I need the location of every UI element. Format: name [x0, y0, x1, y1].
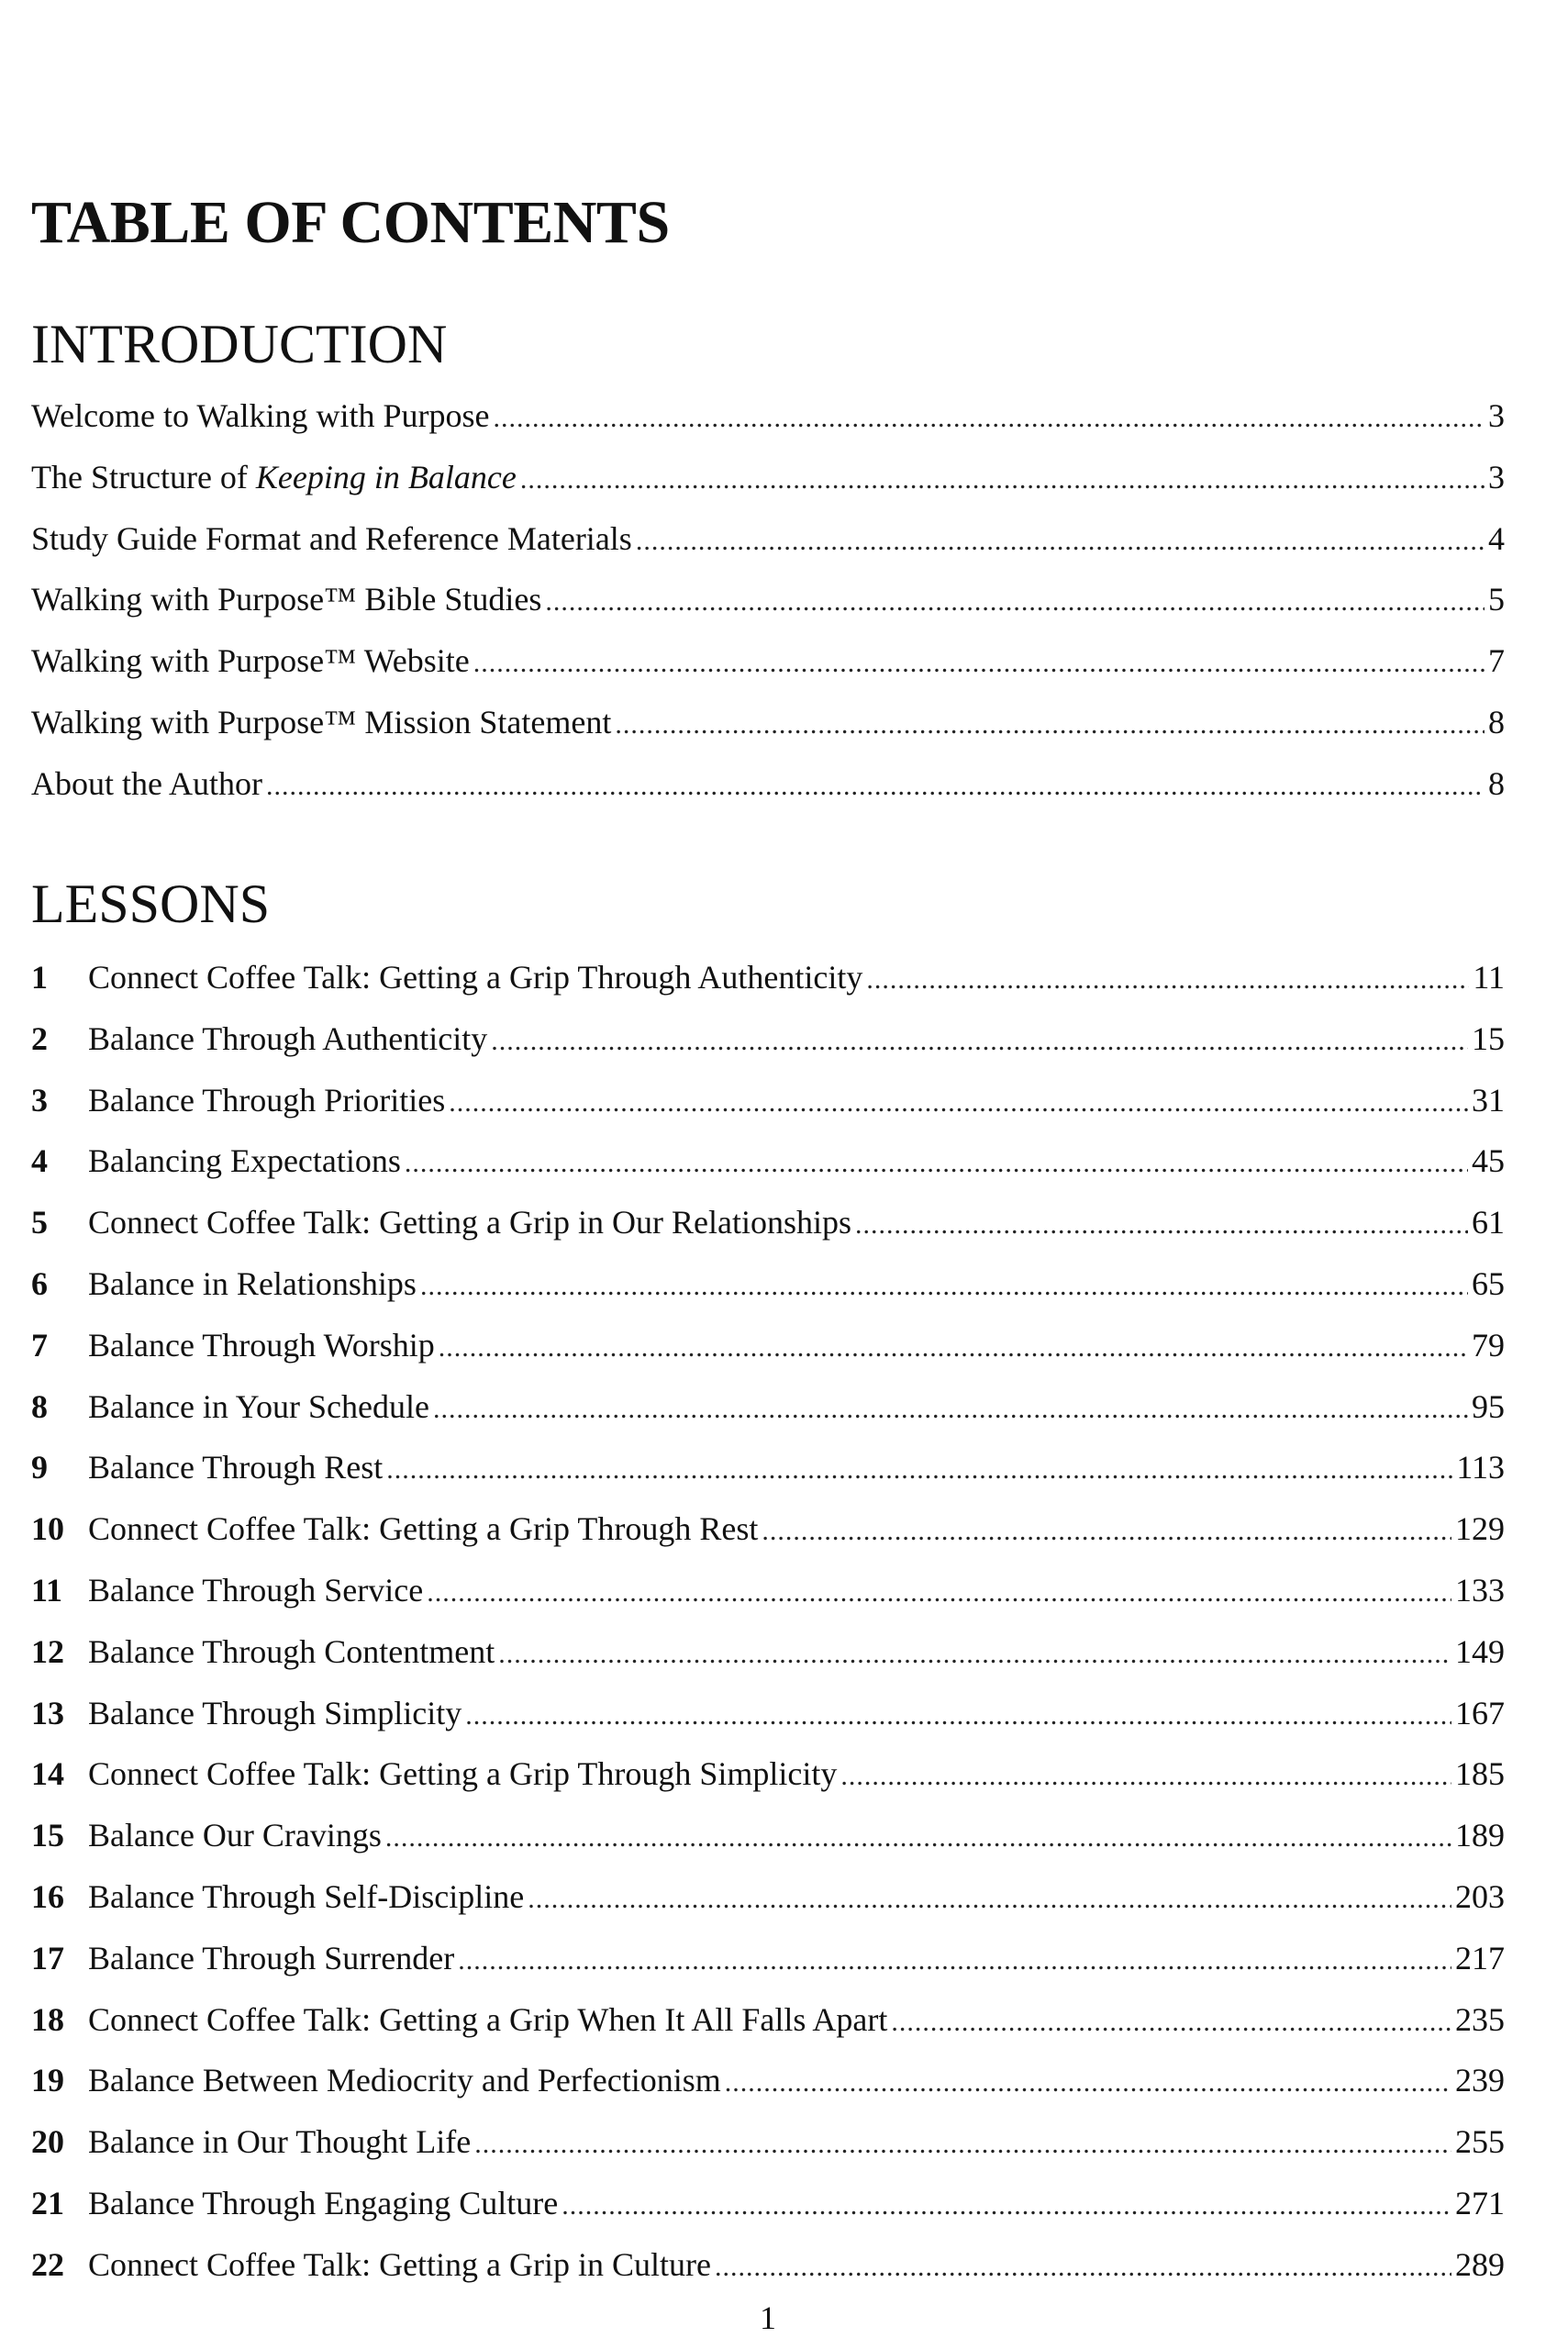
toc-entry-lesson[interactable]: [31, 1070, 1505, 1131]
dot-leader: [855, 1195, 1468, 1256]
toc-entry-page: 189: [1455, 1817, 1505, 1854]
dot-leader: [528, 1869, 1451, 1931]
toc-entry-intro[interactable]: [31, 508, 1505, 570]
toc-entry-title: Balance Through Authenticity: [88, 1019, 488, 1057]
toc-entry-lesson[interactable]: [31, 1008, 1505, 1070]
toc-entry-intro[interactable]: [31, 569, 1505, 630]
lesson-number: 3: [31, 1081, 48, 1119]
dot-leader: [615, 695, 1485, 756]
toc-entry-lesson[interactable]: [31, 2234, 1505, 2296]
toc-entry-page: 45: [1472, 1142, 1505, 1180]
toc-entry-title: Welcome to Walking with Purpose: [31, 397, 490, 434]
dot-leader: [545, 572, 1485, 633]
toc-entry-lesson[interactable]: [31, 1560, 1505, 1621]
lesson-number: 15: [31, 1817, 64, 1854]
lesson-number: 16: [31, 1877, 64, 1915]
toc-entry-title: Balance Through Engaging Culture: [88, 2184, 559, 2221]
toc-entry-title: Balance Through Priorities: [88, 1081, 446, 1119]
toc-entry-title: [31, 447, 517, 508]
toc-entry-page: 11: [1473, 959, 1505, 996]
toc-entry-lesson[interactable]: [31, 1437, 1505, 1498]
toc-entry-title: Study Guide Format and Reference Materials: [31, 519, 632, 557]
lessons-heading: LESSONS: [31, 874, 271, 934]
dot-leader: [498, 1624, 1451, 1686]
toc-entry-page: 3: [1488, 397, 1505, 434]
lesson-number: 8: [31, 1387, 48, 1425]
lesson-number: 1: [31, 959, 48, 996]
toc-entry-intro[interactable]: [31, 692, 1505, 753]
dot-leader: [636, 511, 1485, 573]
toc-entry-title: Balance Through Simplicity: [88, 1694, 462, 1731]
dot-leader: [439, 1318, 1468, 1379]
toc-entry-title: Connect Coffee Talk: Getting a Grip Through Authenticity: [88, 959, 863, 996]
dot-leader: [266, 756, 1485, 818]
toc-entry-intro[interactable]: [31, 385, 1505, 447]
dot-leader: [427, 1563, 1451, 1624]
toc-entry-title: Balance Through Rest: [88, 1449, 384, 1486]
toc-entry-lesson[interactable]: [31, 1376, 1505, 1438]
dot-leader: [493, 388, 1485, 450]
toc-entry-page: 61: [1472, 1204, 1505, 1241]
toc-entry-page: 203: [1455, 1877, 1505, 1915]
toc-entry-page: 79: [1472, 1326, 1505, 1364]
toc-entry-title: Walking with Purpose™ Bible Studies: [31, 581, 542, 618]
toc-entry-page: 133: [1455, 1571, 1505, 1609]
toc-entry-lesson[interactable]: [31, 1743, 1505, 1805]
toc-entry-page: 15: [1472, 1019, 1505, 1057]
dot-leader: [420, 1256, 1468, 1318]
lesson-number: 10: [31, 1510, 64, 1548]
toc-entry-title: Balance Between Mediocrity and Perfectionism: [88, 2062, 721, 2099]
lesson-number: 7: [31, 1326, 48, 1364]
toc-entry-page: 239: [1455, 2062, 1505, 2099]
dot-leader: [520, 450, 1485, 511]
dot-leader: [491, 1011, 1468, 1073]
dot-leader: [385, 1808, 1451, 1869]
toc-entry-page: 4: [1488, 519, 1505, 557]
toc-entry-intro[interactable]: [31, 630, 1505, 692]
lessons-list: [31, 947, 1505, 2296]
toc-entry-page: 95: [1472, 1387, 1505, 1425]
toc-entry-title: Balance in Our Thought Life: [88, 2123, 472, 2161]
dot-leader: [458, 1931, 1451, 1992]
toc-entry-page: 3: [1488, 458, 1505, 495]
document-page: [31, 0, 1505, 2349]
dot-leader: [433, 1379, 1468, 1441]
toc-entry-title: Balancing Expectations: [88, 1142, 401, 1180]
toc-entry-lesson[interactable]: [31, 1621, 1505, 1683]
toc-entry-lesson[interactable]: [31, 1683, 1505, 1744]
dot-leader: [473, 633, 1485, 695]
introduction-heading: INTRODUCTION: [31, 314, 448, 374]
toc-entry-title: Walking with Purpose™ Website: [31, 642, 470, 680]
toc-entry-title: Connect Coffee Talk: Getting a Grip in Culture: [88, 2245, 712, 2283]
lesson-number: 18: [31, 2000, 64, 2038]
dot-leader: [474, 2114, 1451, 2176]
toc-entry-title: Balance in Relationships: [88, 1264, 417, 1302]
page-title: TABLE OF CONTENTS: [31, 189, 670, 256]
toc-entry-lesson[interactable]: [31, 1928, 1505, 1989]
toc-entry-lesson[interactable]: [31, 1253, 1505, 1315]
toc-entry-title: Balance Through Contentment: [88, 1632, 495, 1670]
toc-entry-title-text: The Structure of: [31, 458, 256, 495]
dot-leader: [725, 2053, 1451, 2114]
dot-leader: [465, 1686, 1451, 1747]
dot-leader: [715, 2237, 1451, 2299]
toc-entry-lesson[interactable]: [31, 2050, 1505, 2111]
toc-entry-lesson[interactable]: [31, 1989, 1505, 2051]
toc-entry-page: 235: [1455, 2000, 1505, 2038]
toc-entry-lesson[interactable]: [31, 1805, 1505, 1866]
toc-entry-title: Balance Through Service: [88, 1571, 424, 1609]
toc-entry-intro[interactable]: [31, 753, 1505, 815]
toc-entry-lesson[interactable]: [31, 2173, 1505, 2234]
lesson-number: 11: [31, 1571, 63, 1609]
lesson-number: 17: [31, 1939, 64, 1976]
toc-entry-lesson[interactable]: [31, 1130, 1505, 1192]
toc-entry-title: About the Author: [31, 764, 262, 802]
toc-entry-page: 167: [1455, 1694, 1505, 1731]
toc-entry-page: 185: [1455, 1755, 1505, 1793]
toc-entry-title: Connect Coffee Talk: Getting a Grip When It All Falls Apart: [88, 2000, 888, 2038]
toc-entry-lesson[interactable]: [31, 2111, 1505, 2173]
lesson-number: 2: [31, 1019, 48, 1057]
toc-entry-title-italic: Keeping in Balance: [255, 458, 517, 495]
toc-entry-page: 5: [1488, 581, 1505, 618]
toc-entry-title: Balance Our Cravings: [88, 1817, 382, 1854]
lesson-number: 21: [31, 2184, 64, 2221]
page-number: 1: [760, 2299, 776, 2336]
toc-entry-title: Connect Coffee Talk: Getting a Grip in Our Relationships: [88, 1204, 852, 1241]
lesson-number: 20: [31, 2123, 64, 2161]
toc-entry-lesson[interactable]: [31, 1498, 1505, 1560]
introduction-list: [31, 385, 1505, 815]
dot-leader: [405, 1133, 1468, 1195]
toc-entry-page: 289: [1455, 2245, 1505, 2283]
toc-entry-title: Connect Coffee Talk: Getting a Grip Through Simplicity: [88, 1755, 838, 1793]
toc-entry-page: 8: [1488, 764, 1505, 802]
toc-entry-page: 217: [1455, 1939, 1505, 1976]
dot-leader: [866, 950, 1469, 1011]
dot-leader: [386, 1440, 1452, 1501]
toc-entry-lesson[interactable]: [31, 1866, 1505, 1928]
dot-leader: [840, 1746, 1451, 1808]
lesson-number: 14: [31, 1755, 64, 1793]
toc-entry-lesson[interactable]: [31, 1315, 1505, 1376]
toc-entry-title: Balance Through Worship: [88, 1326, 435, 1364]
toc-entry-page: 31: [1472, 1081, 1505, 1119]
toc-entry-title: Connect Coffee Talk: Getting a Grip Through Rest: [88, 1510, 759, 1548]
dot-leader: [449, 1073, 1468, 1134]
lesson-number: 22: [31, 2245, 64, 2283]
toc-entry-title: Balance Through Self-Discipline: [88, 1877, 525, 1915]
lesson-number: 19: [31, 2062, 64, 2099]
toc-entry-title: Balance Through Surrender: [88, 1939, 455, 1976]
toc-entry-intro[interactable]: [31, 447, 1505, 508]
dot-leader: [891, 1992, 1451, 2054]
toc-entry-title: Balance in Your Schedule: [88, 1387, 429, 1425]
lesson-number: 4: [31, 1142, 48, 1180]
lesson-number: 12: [31, 1632, 64, 1670]
toc-entry-page: 255: [1455, 2123, 1505, 2161]
toc-entry-page: 129: [1455, 1510, 1505, 1548]
toc-entry-page: 65: [1472, 1264, 1505, 1302]
toc-entry-lesson[interactable]: [31, 1192, 1505, 1253]
lesson-number: 9: [31, 1449, 48, 1486]
toc-entry-title: Walking with Purpose™ Mission Statement: [31, 703, 612, 740]
toc-entry-page: 149: [1455, 1632, 1505, 1670]
toc-entry-page: 113: [1456, 1449, 1505, 1486]
dot-leader: [762, 1501, 1451, 1563]
lesson-number: 5: [31, 1204, 48, 1241]
toc-entry-page: 7: [1488, 642, 1505, 680]
toc-entry-lesson[interactable]: [31, 947, 1505, 1008]
toc-entry-page: 8: [1488, 703, 1505, 740]
toc-entry-page: 271: [1455, 2184, 1505, 2221]
lesson-number: 6: [31, 1264, 48, 1302]
dot-leader: [562, 2176, 1451, 2237]
lesson-number: 13: [31, 1694, 64, 1731]
